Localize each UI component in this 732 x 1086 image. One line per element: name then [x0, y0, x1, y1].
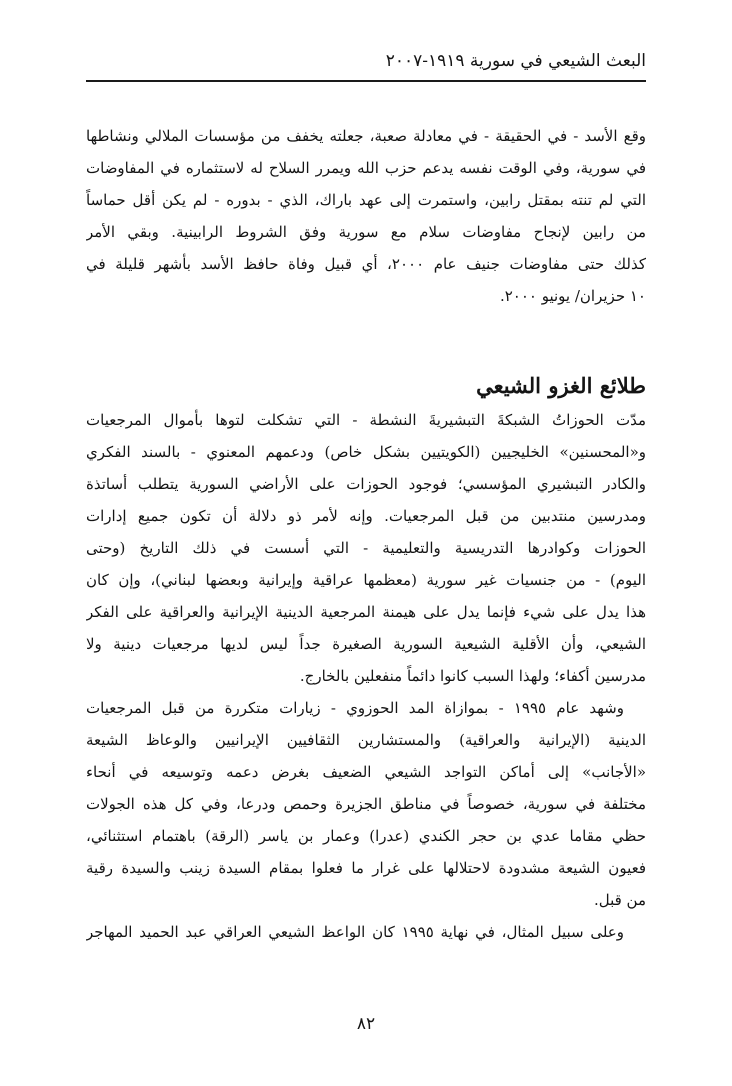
text-line: من رابين لإنجاح مفاوضات سلام مع سورية وفق الشروط الرابينية. وبقي الأمر [86, 223, 646, 241]
intro-paragraph [86, 120, 646, 312]
text-line: حظي مقاما عدي بن حجر الكندي (عدرا) وعمار بن ياسر (الرقة) باهتمام استثنائي، [86, 827, 646, 845]
text-line: اليوم) - من جنسيات غير سورية (معظمها عراقية وإيرانية وبعضها لبناني)، وإن كان [86, 571, 646, 589]
text-line: وشهد عام ١٩٩٥ - بموازاة المد الحوزوي - زيارات متكررة من قبل المرجعيات [86, 699, 624, 717]
text-line: الدينية (الإيرانية والعراقية) والمستشارين الثقافيين الإيرانيين والوعاظ الشيعة [86, 731, 646, 749]
text-line: الحوزات وكوادرها التدريسية والتعليمية - التي أسست في ذلك التاريخ (وحتى [86, 539, 646, 557]
text-line: من قبل. [593, 891, 646, 909]
text-line: و«المحسنين» الخليجيين (الكويتيين بشكل خاص) ودعمهم المعنوي - بالسند الفكري [86, 443, 646, 461]
section-heading: طلائع الغزو الشيعي [476, 373, 646, 398]
text-line: كذلك حتى مفاوضات جنيف عام ٢٠٠٠، أي قبيل وفاة حافظ الأسد بأشهر قليلة في [86, 255, 646, 273]
text-line: الشيعي، وأن الأقلية الشيعية السورية الصغيرة جداً ليس لديها مرجعيات دينية ولا [86, 635, 646, 653]
paragraph [86, 120, 646, 312]
text-line: مدّت الحوزاتُ الشبكةَ التبشيريةَ النشطة - التي تشكلت لتوها بأموال المرجعيات [86, 411, 646, 429]
text-line: وقع الأسد - في الحقيقة - في معادلة صعبة، جعلته يخفف من مؤسسات الملالي ونشاطها [86, 127, 646, 145]
text-line: ١٠ حزيران/ يونيو ٢٠٠٠. [499, 287, 646, 305]
text-line: والكادر التبشيري المؤسسي؛ فوجود الحوزات على الأراضي السورية يتطلب أساتذة [86, 475, 646, 493]
text-line: «الأجانب» إلى أماكن التواجد الشيعي الضعيف بغرض دعمه وتوسيعه في أنحاء [86, 763, 646, 781]
paragraph [86, 916, 646, 948]
text-line: مدرسين أكفاء؛ ولهذا السبب كانوا دائماً منفعلين بالخارج. [299, 667, 646, 685]
page-number: ٨٢ [356, 1014, 376, 1034]
text-line: هذا يدل على شيء فإنما يدل على هيمنة المرجعية الدينية الإيرانية والعراقية على الفكر [86, 603, 646, 621]
text-line: مختلفة في سورية، خصوصاً في مناطق الجزيرة وحمص ودرعا، وفي كل هذه الجولات [86, 795, 646, 813]
section-body [86, 404, 646, 948]
text-line: وعلى سبيل المثال، في نهاية ١٩٩٥ كان الواعظ الشيعي العراقي عبد الحميد المهاجر [86, 923, 624, 941]
text-line: ومدرسين منتدبين من قبل المرجعيات. وإنه لأمر ذو دلالة أن تكون جميع إدارات [86, 507, 646, 525]
text-line: في سورية، وفي الوقت نفسه يدعم حزب الله ويمرر السلاح له لاستثماره في المفاوضات [86, 159, 646, 177]
paragraph [86, 404, 646, 692]
running-header-title: البعث الشيعي في سورية ١٩١٩-٢٠٠٧ [385, 51, 646, 71]
paragraph [86, 692, 646, 916]
header-rule [86, 80, 646, 82]
text-line: التي لم تنته بمقتل رابين، واستمرت إلى عهد باراك، الذي - بدوره - لم يكن أقل حماساً [86, 191, 646, 209]
text-line: فعيون الشيعة مشدودة لاحتلالها على غرار ما فعلوا بمقام السيدة زينب والسيدة رقية [86, 859, 646, 877]
